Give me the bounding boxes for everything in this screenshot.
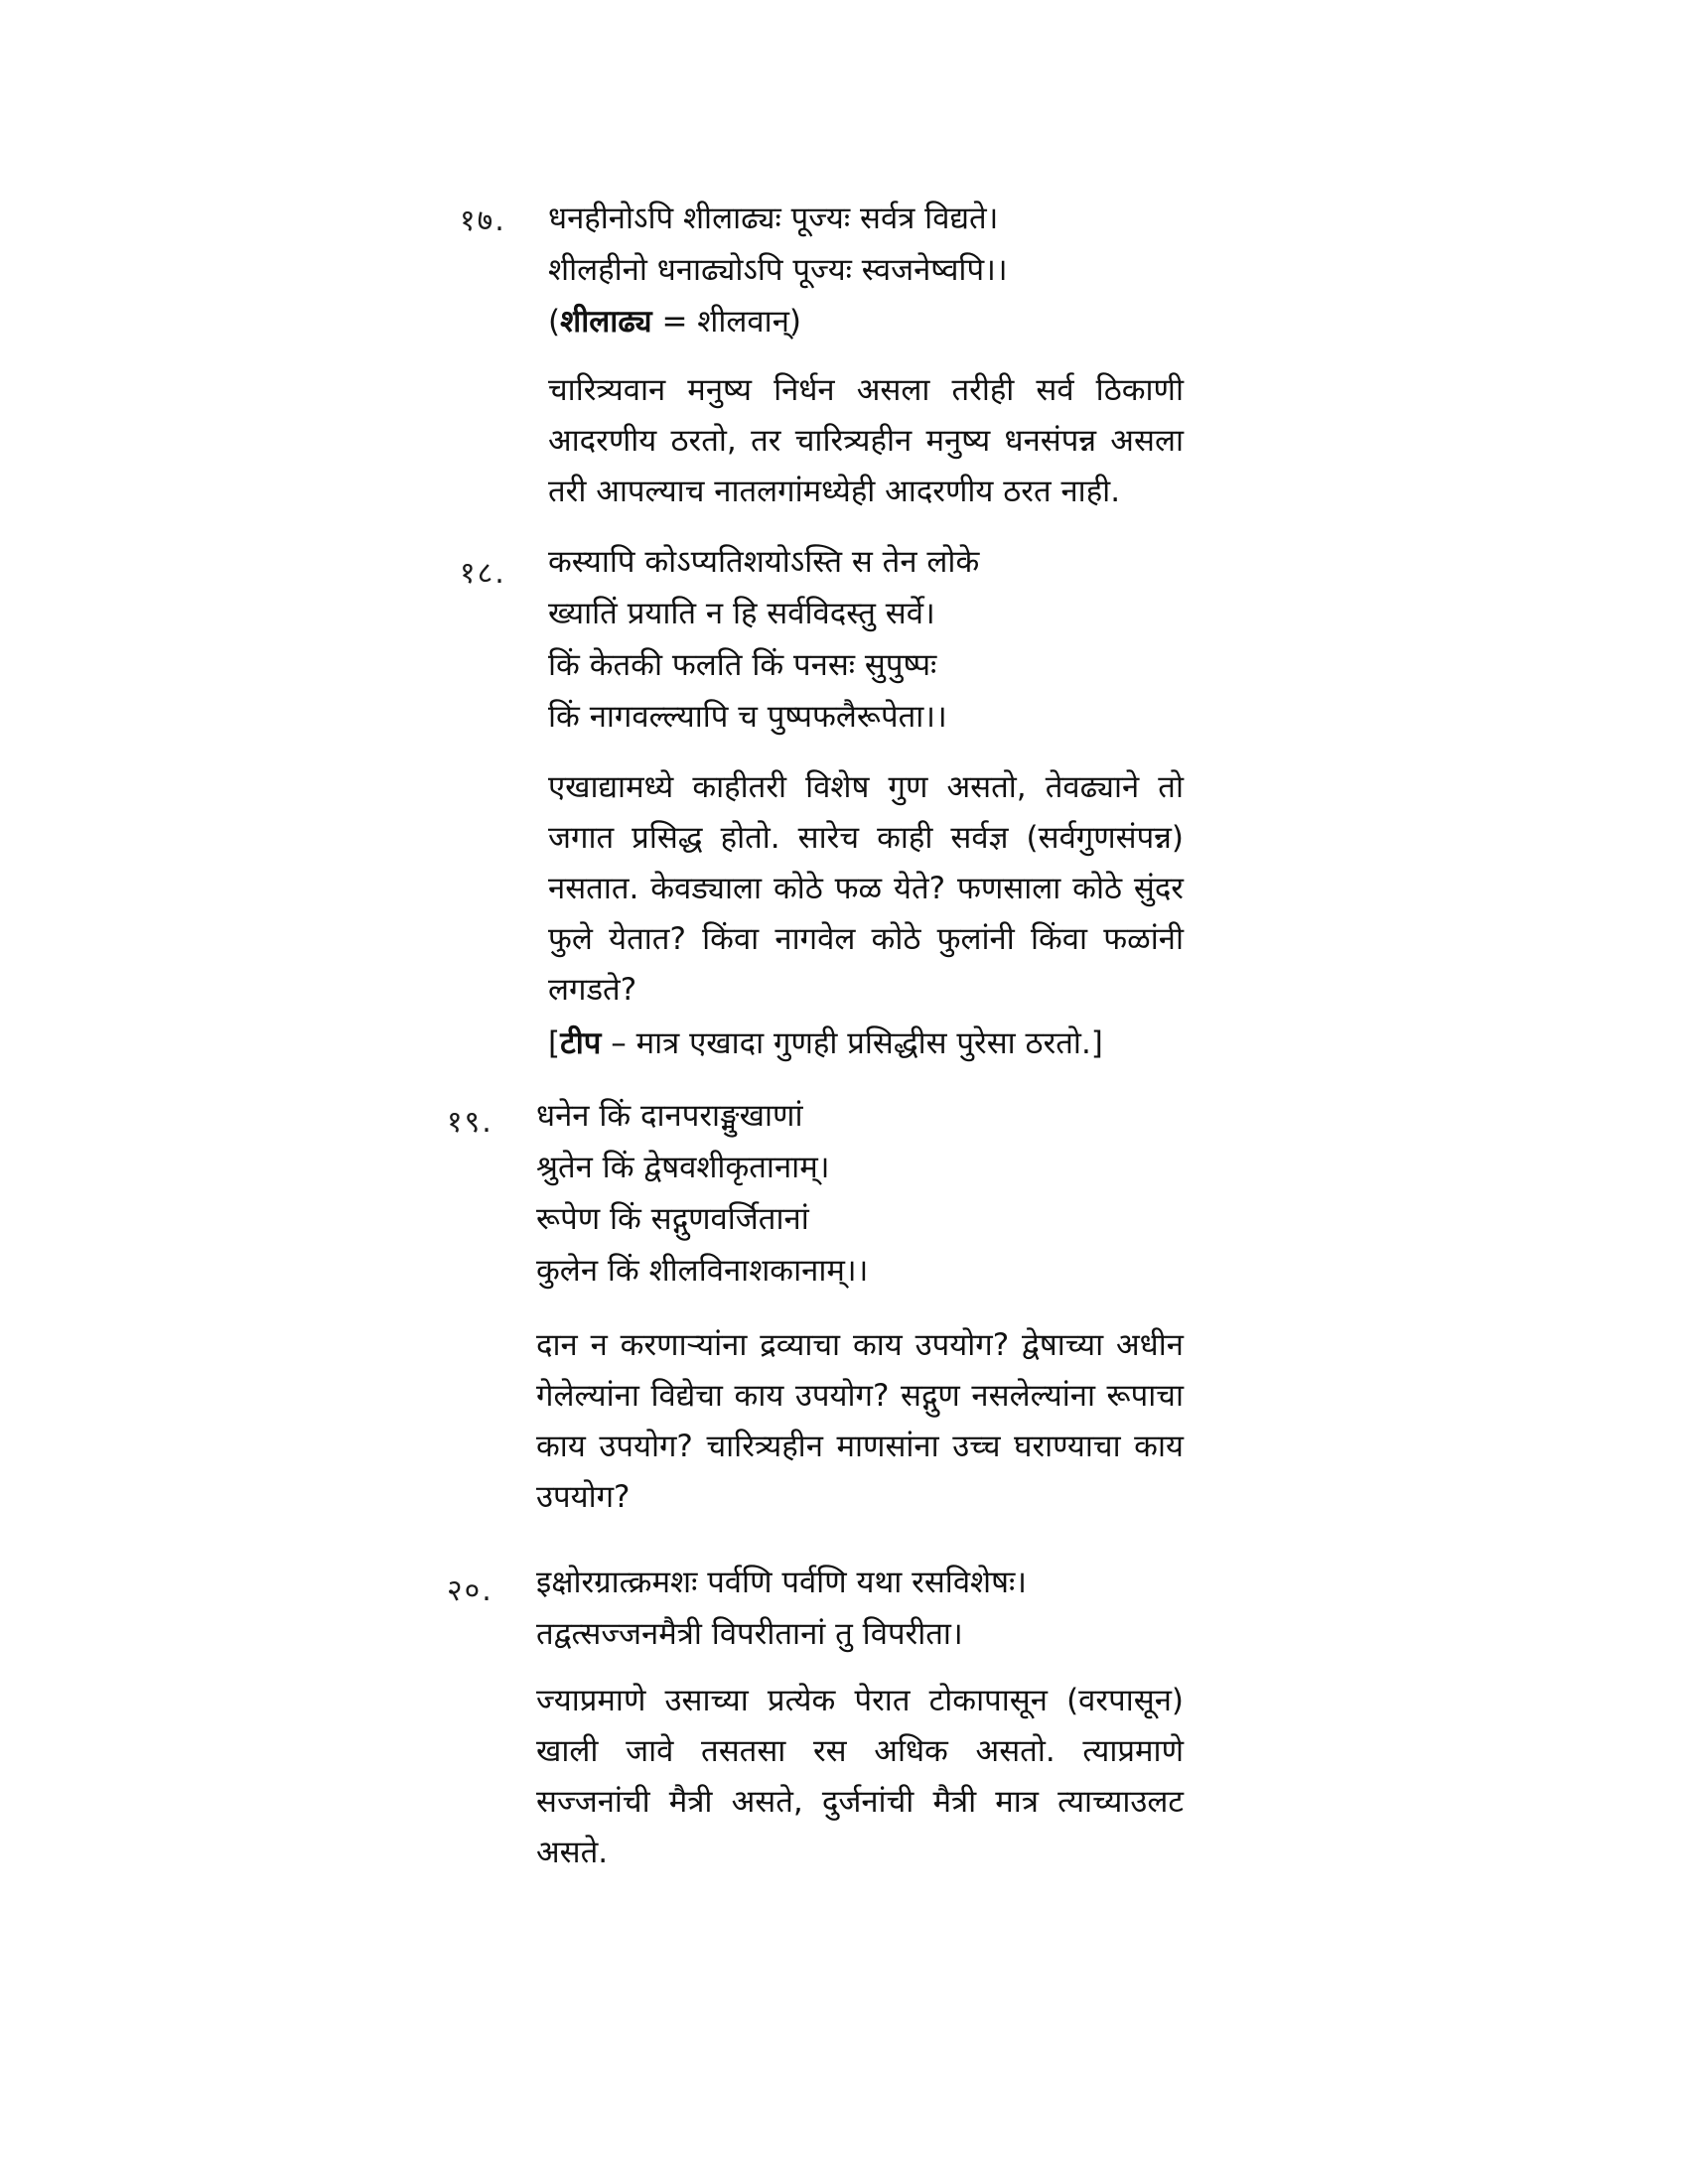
verse-gloss: [548, 296, 1008, 347]
verse-lines: [536, 1557, 1027, 1660]
verse-line: किं नागवल्ल्यापि च पुष्पफलैरूपेता।।: [548, 699, 947, 735]
verse-line: तद्वत्सज्जनमैत्री विपरीतानां तु विपरीता।: [536, 1616, 963, 1652]
verse-meaning: ज्याप्रमाणे उसाच्या प्रत्येक पेरात टोकापासून (वरपासून) खाली जावे तसतसा रस अधिक असतो. त्याप्रमाणे सज्जनांची मैत्री असते, दुर्जनांची मैत्री मात्र त्याच्याउलट असते.: [536, 1683, 1184, 1870]
verse-line: धनेन किं दानपराङ्मुखाणां: [536, 1098, 803, 1134]
verse-number: १८.: [460, 556, 506, 591]
note-open: [: [548, 1025, 561, 1061]
verse-meaning: दान न करणाऱ्यांना द्रव्याचा काय उपयोग? द्वेषाच्या अधीन गेलेल्यांना विद्येचा काय उपयोग? सद्गुण नसलेल्यांना रूपाचा काय उपयोग? चारित्र्यहीन माणसांना उच्च घराण्याचा काय उपयोग?: [536, 1327, 1184, 1515]
verse-lines: [536, 1090, 868, 1297]
verse-meaning: चारित्र्यवान मनुष्य निर्धन असला तरीही सर्व ठिकाणी आदरणीय ठरतो, तर चारित्र्यहीन मनुष्य धनसंपन्न असला तरी आपल्याच नातलगांमध्येही आदरणीय ठरत नाही.: [548, 372, 1184, 509]
verse-lines: [548, 193, 1008, 347]
verse-line: रूपेण किं सद्गुणवर्जितानां: [536, 1201, 809, 1237]
verse-lines: [548, 536, 979, 743]
verse-line: शीलहीनो धनाढ्योऽपि पूज्यः स्वजनेष्वपि।।: [548, 252, 1008, 288]
verse-line: कुलेन किं शीलविनाशकानाम्।।: [536, 1253, 869, 1289]
note-rest: – मात्र एखादा गुणही प्रसिद्धीस पुरेसा ठरतो.]: [601, 1025, 1103, 1061]
note-label: टीप: [560, 1025, 602, 1061]
verse-meaning: [548, 762, 1184, 1069]
verse-line: धनहीनोऽपि शीलाढ्यः पूज्यः सर्वत्र विद्यते।: [548, 201, 999, 236]
verse-line: कस्यापि कोऽप्यतिशयोऽस्ति स तेन लोके: [548, 544, 980, 580]
verse-number: १७.: [460, 204, 506, 238]
verse-line: श्रुतेन किं द्वेषवशीकृतानाम्।: [536, 1150, 830, 1185]
verse-line: किं केतकी फलति किं पनसः सुपुष्पः: [548, 647, 937, 683]
meaning-text: एखाद्यामध्ये काहीतरी विशेष गुण असतो, तेवढ्याने तो जगात प्रसिद्ध होतो. सारेच काही सर्वज्ञ (सर्वगुणसंपन्न) नसतात. केवड्याला कोठे फळ येते? फणसाला कोठे सुंदर फुले येतात? किंवा नागवेल कोठे फुलांनी किंवा फळांनी लगडते?: [548, 769, 1184, 1008]
verse-line: ख्यातिं प्रयाति न हि सर्वविदस्तु सर्वे।: [548, 596, 935, 631]
gloss-rest: = शीलवान्): [651, 304, 801, 340]
verse-number: १९.: [447, 1105, 493, 1140]
verse-line: इक्षोरग्रात्क्रमशः पर्वणि पर्वणि यथा रसविशेषः।: [536, 1565, 1028, 1600]
gloss-term: शीलाढ्य: [560, 304, 652, 340]
verse-note: [548, 1018, 1184, 1069]
gloss-open: (: [548, 304, 561, 340]
verse-number: २०.: [447, 1573, 493, 1608]
